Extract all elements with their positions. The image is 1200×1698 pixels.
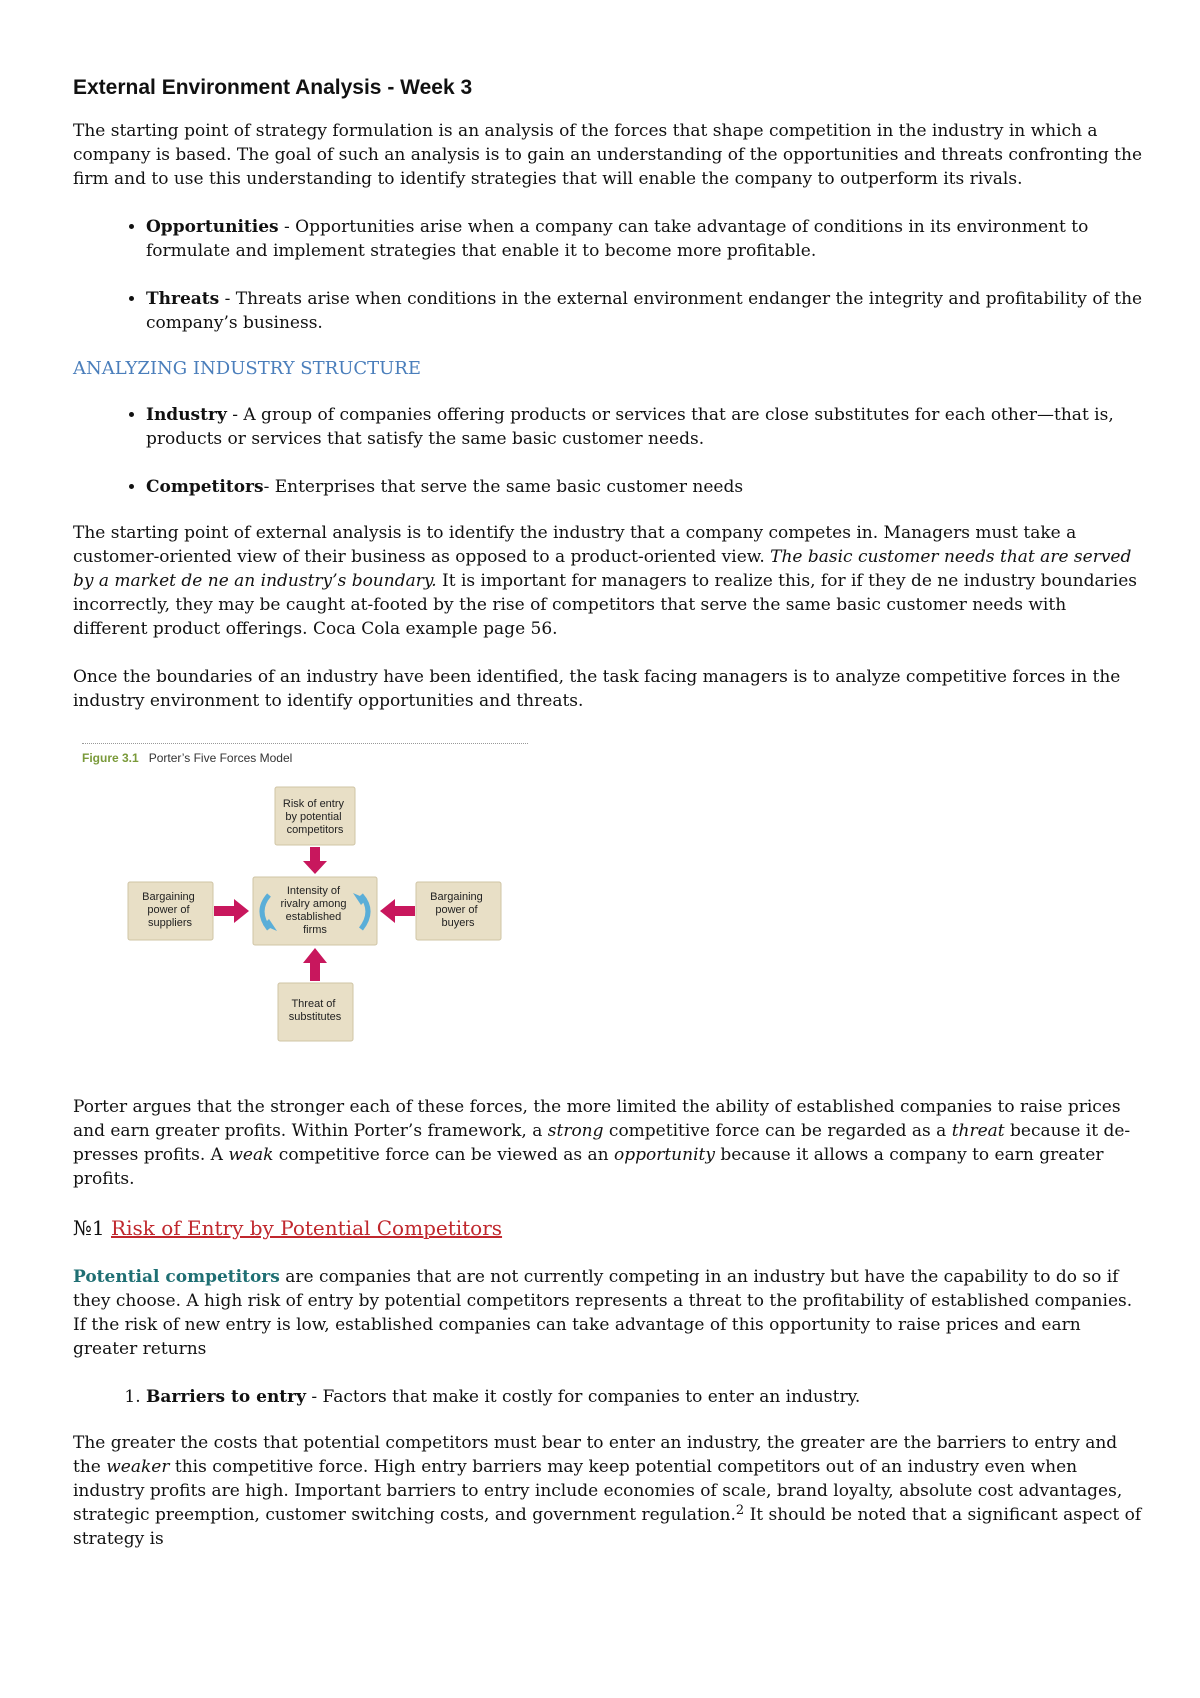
section-heading-risk-of-entry <box>73 1215 1143 1241</box>
definition-threats: - Threats arise when conditions in the external environment endanger the integrity and profitability of the company’s business. <box>146 289 1143 333</box>
figure-caption-text: Porter’s Five Forces Model <box>148 751 293 765</box>
intro-paragraph: The starting point of strategy formulation is an analysis of the forces that shape competition in the industry in which a company is based. The goal of such an analysis is to gain an understanding of the opportunities and threats confronting the firm and to use this understanding to identify strategies that will enable the company to outperform its rivals. <box>73 121 1142 189</box>
list-item-competitors <box>146 475 1143 499</box>
barriers-paragraph: The greater the costs that potential competitors must bear to enter an industry, the greater are the barriers to entry and the weaker this competitive force. High entry barriers may keep potential competitors out of an industry even when industry profits are high. Important barriers to entry include economies of scale, brand loyalty, absolute cost advantages, strategic preemption, customer switching costs, and government regulation.$^2$ It should be noted that a significant aspect of strategy is <box>73 1433 1142 1549</box>
arrow-up-icon <box>303 948 327 981</box>
definition-competitors: - Enterprises that serve the same basic customer needs <box>263 477 744 497</box>
definition-barriers: - Factors that make it costly for companies to enter an industry. <box>306 1387 861 1407</box>
porter-argument-paragraph: Porter argues that the stronger each of these forces, the more limited the ability of established companies to raise prices and earn greater profits. Within Porter’s framework, a strong competitive force can be regarded as a threat because it de- presses profits. A weak competitive force can be viewed as an opportunity because it allows a company to earn greater profits. <box>73 1097 1131 1189</box>
boundary-emphasis: The basic customer needs that are served by a market de ne an industry’s boundary. <box>73 547 1132 591</box>
box-risk-line-2: by potential <box>285 811 342 823</box>
box-substitutes-line-1: Threat of <box>291 998 336 1010</box>
arrow-left-icon <box>380 899 415 923</box>
emphasis-threat: threat <box>951 1121 1005 1141</box>
emphasis-strong: strong <box>547 1121 604 1141</box>
emphasis-weak: weak <box>228 1145 274 1165</box>
term-threats: Threats <box>146 289 220 309</box>
risk-heading-title: Risk of Entry by Potential Competitors <box>111 1216 503 1240</box>
box-rivalry-line-3: established <box>285 911 342 923</box>
box-rivalry-line-1: Intensity of <box>286 885 341 897</box>
svg-text:Risk of entry by pot <box>283 798 347 836</box>
term-competitors: Competitors <box>146 477 264 497</box>
box-supplier-line-2: power of <box>147 904 190 916</box>
box-buyer-line-1: Bargaining <box>430 891 483 903</box>
competitive-forces-paragraph: Once the boundaries of an industry have been identified, the task facing managers is to analyze competitive forces in the industry environment to identify opportunities and threats. <box>73 667 1121 711</box>
emphasis-weaker: weaker <box>106 1457 170 1477</box>
term-potential-competitors: Potential competitors <box>73 1267 280 1287</box>
box-rivalry-line-4: firms <box>303 924 327 936</box>
arrow-right-icon <box>214 899 249 923</box>
figure-number: Figure 3.1 <box>82 751 139 765</box>
box-supplier-line-3: suppliers <box>147 917 193 929</box>
box-buyer-line-2: power of <box>435 904 478 916</box>
risk-heading-prefix: №1 <box>73 1216 112 1240</box>
industry-competitors-list <box>73 403 1143 499</box>
list-item-industry <box>146 403 1143 451</box>
svg-text:Threat of substitute <box>289 998 342 1023</box>
page-title: External Environment Analysis - Week 3 <box>73 76 473 99</box>
potential-competitors-paragraph: Potential competitors are companies that are not currently competing in an industry but have the capability to do so if they choose. A high risk of entry by potential competitors represents a threat to the profitability of established companies. If the risk of new entry is low, established companies can take advantage of this opportunity to raise prices and earn greater returns <box>73 1267 1133 1359</box>
box-rivalry-line-2: rivalry among <box>280 898 347 910</box>
term-industry: Industry <box>146 405 227 425</box>
list-item-threats <box>146 287 1143 335</box>
opportunities-threats-list <box>73 215 1143 335</box>
footnote-ref: 2 <box>735 1503 745 1518</box>
box-supplier-line-1: Bargaining <box>142 891 195 903</box>
emphasis-opportunity: opportunity <box>613 1145 715 1165</box>
box-buyer-line-3: buyers <box>441 917 475 929</box>
five-forces-figure <box>73 737 533 1077</box>
definition-opportunities: - Opportunities arise when a company can take advantage of conditions in its environment to formulate and implement strategies that enable it to become more profitable. <box>146 217 1089 261</box>
five-forces-diagram <box>73 737 533 1077</box>
arrow-down-icon <box>303 847 327 874</box>
section-heading-industry-structure: ANALYZING INDUSTRY STRUCTURE <box>73 358 422 379</box>
term-barriers-to-entry: Barriers to entry <box>146 1387 306 1407</box>
box-substitutes-line-2: substitutes <box>288 1011 342 1023</box>
industry-boundary-paragraph: The starting point of external analysis is to identify the industry that a company competes in. Managers must take a customer-oriented view of their business as opposed to a product-oriented view. The basic customer needs that are served by a market de ne an industry’s boundary. It is important for managers to realize this, for if they de ne industry boundaries incorrectly, they may be caught at-footed by the rise of competitors that serve the same basic customer needs with different product offerings. Coca Cola example page 56. <box>73 523 1137 639</box>
entry-barriers-list <box>73 1385 1143 1409</box>
svg-text:Bargaining power of <box>142 891 198 929</box>
box-risk-line-1: Risk of entry <box>282 798 345 810</box>
definition-industry: - A group of companies offering products or services that are close substitutes for each other—that is, products or services that satisfy the same basic customer needs. <box>146 405 1114 449</box>
box-risk-line-3: competitors <box>286 824 344 836</box>
list-item-opportunities <box>146 215 1143 263</box>
term-opportunities: Opportunities <box>146 217 279 237</box>
list-item-barriers <box>146 1385 1143 1409</box>
document-content <box>73 76 1143 1575</box>
